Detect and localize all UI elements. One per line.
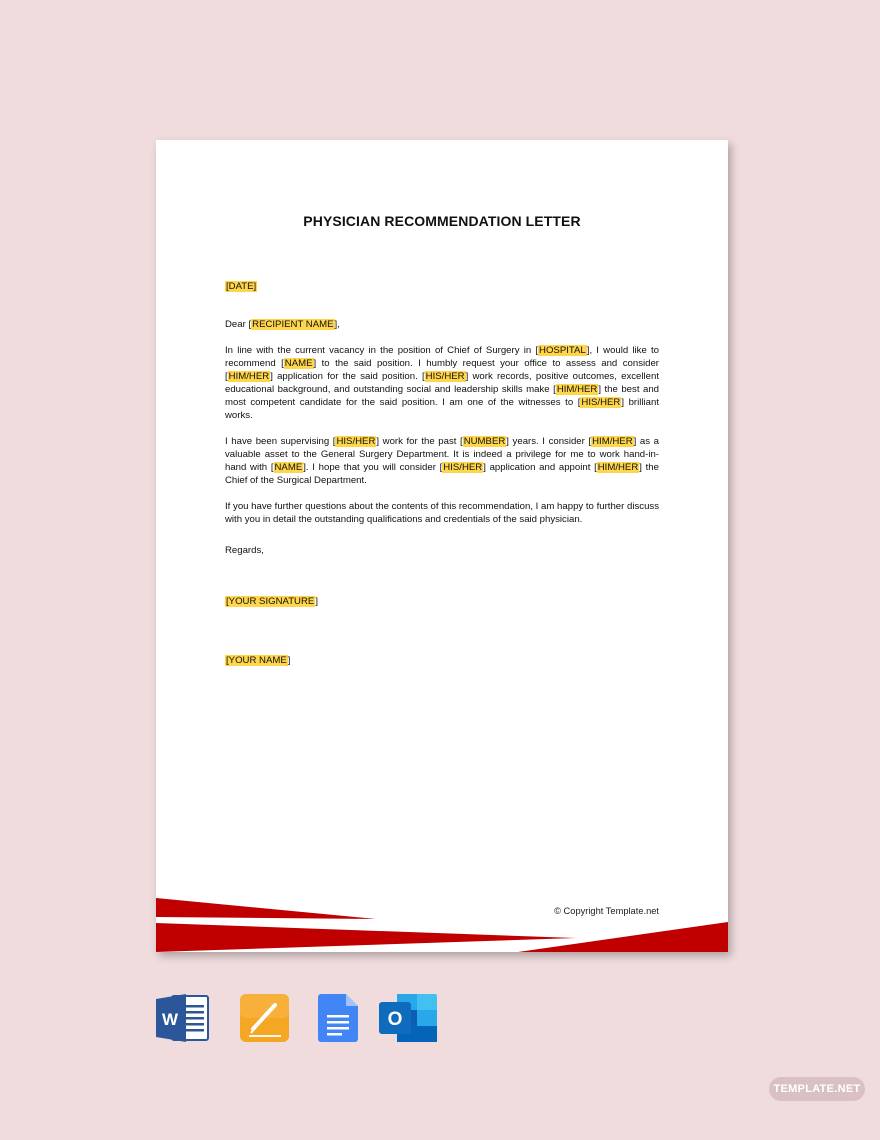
placeholder: HIM/HER (556, 384, 598, 395)
placeholder: HIS/HER (336, 436, 376, 447)
letter-page (156, 140, 728, 952)
date-line (225, 280, 659, 293)
paragraph-1: In line with the current vacancy in the position of Chief of Surgery in [HOSPITAL], I would like to recommend [NAME] to the said position. I humbly request your office to assess and consider [HIM/HER] application for the said position. [HIS/HER] work records, positive outcomes, excellent educational background, and outstanding social and leadership skills make [HIM/HER] the best and most competent candidate for the said position. I am one of the witnesses to [HIS/HER] brilliant works. (225, 345, 660, 421)
outlook-letter: O (387, 1009, 403, 1030)
page-title: PHYSICIAN RECOMMENDATION LETTER (303, 213, 581, 229)
placeholder: HIM/HER (597, 462, 639, 473)
footer-decoration (156, 890, 728, 952)
paragraph-2: I have been supervising [HIS/HER] work for the past [NUMBER] years. I consider [HIM/HER] as a valuable asset to the General Surgery Department. It is indeed a privilege for me to work hand-in-hand with [NAME]. I hope that you will consider [HIS/HER] application and appoint [HIM/HER] the Chief of the Surgical Department. (225, 436, 659, 486)
template-net-badge[interactable]: TEMPLATE.NET (769, 1077, 865, 1101)
outlook-icon[interactable] (379, 993, 431, 1043)
paragraph-3: If you have further questions about the contents of this recommendation, I am happy to further discuss with you in detail the outstanding qualifications and credentials of the said physician. (225, 501, 659, 525)
word-letter: W (161, 1010, 179, 1029)
date-placeholder: [DATE] (226, 281, 257, 292)
salutation: Dear [RECIPIENT NAME], (225, 319, 340, 330)
placeholder: HIM/HER (228, 371, 270, 382)
placeholder: NAME (284, 358, 313, 369)
google-docs-icon[interactable] (318, 993, 370, 1043)
copyright-text: © Copyright Template.net (554, 906, 659, 916)
placeholder: HIS/HER (581, 397, 621, 408)
word-icon[interactable] (156, 993, 208, 1043)
name-placeholder: [YOUR NAME (226, 655, 287, 666)
placeholder: HIM/HER (592, 436, 633, 447)
placeholder: HOSPITAL (539, 345, 586, 356)
pages-icon[interactable] (239, 993, 291, 1043)
letter-body (225, 280, 659, 667)
name-line: [YOUR NAME] (226, 655, 291, 666)
signature-line: [YOUR SIGNATURE] (226, 596, 318, 607)
placeholder: NUMBER (463, 436, 506, 447)
signature-placeholder: [YOUR SIGNATURE (226, 596, 315, 607)
placeholder: HIS/HER (443, 462, 483, 473)
recipient-name-placeholder: RECIPIENT NAME (252, 319, 334, 330)
closing: Regards, (225, 545, 264, 556)
placeholder: HIS/HER (425, 371, 465, 382)
placeholder: NAME (274, 462, 303, 473)
